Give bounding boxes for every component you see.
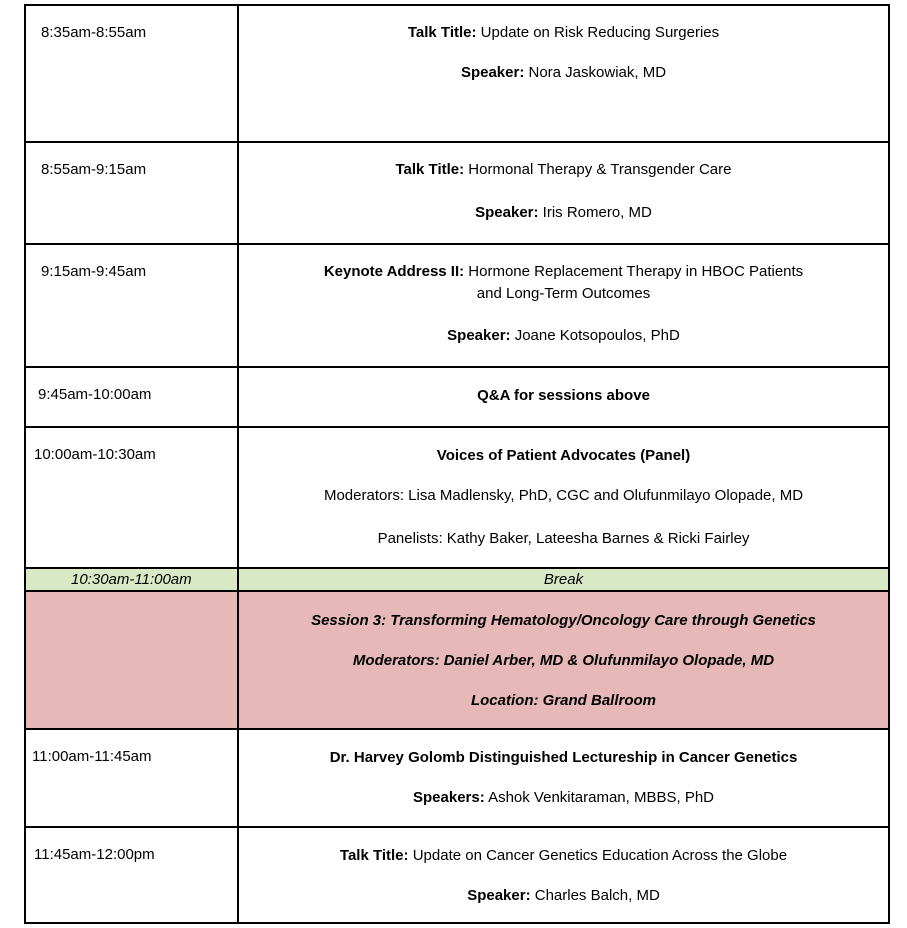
- keynote-label: Keynote Address II:: [323, 263, 465, 280]
- time-text: 11:45am-12:00pm: [34, 846, 155, 863]
- schedule-row: [25, 729, 889, 827]
- schedule-row: [25, 427, 889, 568]
- lecture-title: Dr. Harvey Golomb Distinguished Lectureship in Cancer Genetics: [329, 749, 798, 766]
- qa-title: Q&A for sessions above: [477, 387, 650, 404]
- break-label: Break: [543, 571, 584, 588]
- talk-title: [239, 159, 888, 181]
- talk-title-label: Talk Title:: [339, 847, 409, 864]
- time-cell: [25, 427, 238, 568]
- break-row: [25, 568, 889, 591]
- keynote-title-line1: Hormone Replacement Therapy in HBOC Patients: [468, 263, 804, 280]
- talk-title-text: Hormonal Therapy & Transgender Care: [468, 161, 732, 178]
- schedule-row: [25, 142, 889, 244]
- talk-title-text: Update on Risk Reducing Surgeries: [480, 24, 720, 41]
- time-cell: [25, 367, 238, 427]
- content-cell: [238, 5, 889, 142]
- keynote-title-line2: and Long-Term Outcomes: [476, 285, 651, 302]
- speaker: [239, 202, 888, 224]
- speaker: [239, 62, 888, 84]
- time-cell: [25, 5, 238, 142]
- content-cell: [238, 591, 889, 729]
- speaker-name: Joane Kotsopoulos, PhD: [514, 327, 680, 344]
- speaker: [239, 325, 888, 347]
- time-cell: [25, 142, 238, 244]
- keynote-title: [239, 261, 888, 283]
- speaker-name: Iris Romero, MD: [542, 204, 652, 221]
- time-text: [26, 592, 237, 610]
- speaker: [239, 885, 888, 907]
- content-cell: [238, 568, 889, 591]
- talk-title-text: Update on Cancer Genetics Education Across the Globe: [412, 847, 788, 864]
- time-text: 9:15am-9:45am: [41, 263, 147, 280]
- speaker-label: Speaker:: [467, 887, 531, 904]
- panel-title: Voices of Patient Advocates (Panel): [436, 447, 691, 464]
- speaker-label: Speaker:: [447, 327, 511, 344]
- time-text: 8:55am-9:15am: [41, 161, 147, 178]
- panel-panelists: Panelists: Kathy Baker, Lateesha Barnes & Ricki Fairley: [377, 530, 750, 547]
- speaker-name: Charles Balch, MD: [534, 887, 660, 904]
- content-cell: [238, 827, 889, 923]
- time-cell: [25, 729, 238, 827]
- session-moderators: Moderators: Daniel Arber, MD & Olufunmilayo Olopade, MD: [352, 652, 775, 669]
- schedule-row: [25, 367, 889, 427]
- speaker-label: Speakers:: [413, 789, 485, 806]
- talk-title: [239, 22, 888, 44]
- speaker-label: Speaker:: [460, 64, 525, 81]
- talk-title-label: Talk Title:: [407, 24, 477, 41]
- content-cell: [238, 729, 889, 827]
- content-cell: [238, 244, 889, 367]
- speaker-name: Ashok Venkitaraman, MBBS, PhD: [488, 789, 714, 806]
- content-cell: [238, 142, 889, 244]
- content-cell: [238, 427, 889, 568]
- talk-title: [239, 845, 888, 867]
- session-location: Location: Grand Ballroom: [470, 692, 656, 709]
- schedule-row: [25, 244, 889, 367]
- speaker-name: Nora Jaskowiak, MD: [528, 64, 667, 81]
- speaker: [239, 787, 888, 809]
- talk-title-label: Talk Title:: [395, 161, 465, 178]
- time-text: 9:45am-10:00am: [38, 386, 152, 403]
- time-text: 11:00am-11:45am: [32, 748, 152, 765]
- time-cell: [25, 244, 238, 367]
- session-row: [25, 591, 889, 729]
- schedule-row: [25, 827, 889, 923]
- time-text: 8:35am-8:55am: [41, 24, 147, 41]
- time-cell: [25, 568, 238, 591]
- schedule-table: [24, 4, 890, 924]
- content-cell: [238, 367, 889, 427]
- session-title: Session 3: Transforming Hematology/Oncology Care through Genetics: [311, 612, 816, 629]
- time-cell: [25, 591, 238, 729]
- schedule-row: [25, 5, 889, 142]
- time-text: 10:30am-11:00am: [71, 571, 192, 588]
- time-text: 10:00am-10:30am: [34, 446, 156, 463]
- speaker-label: Speaker:: [475, 204, 539, 221]
- panel-moderators: Moderators: Lisa Madlensky, PhD, CGC and Olufunmilayo Olopade, MD: [323, 487, 804, 504]
- time-cell: [25, 827, 238, 923]
